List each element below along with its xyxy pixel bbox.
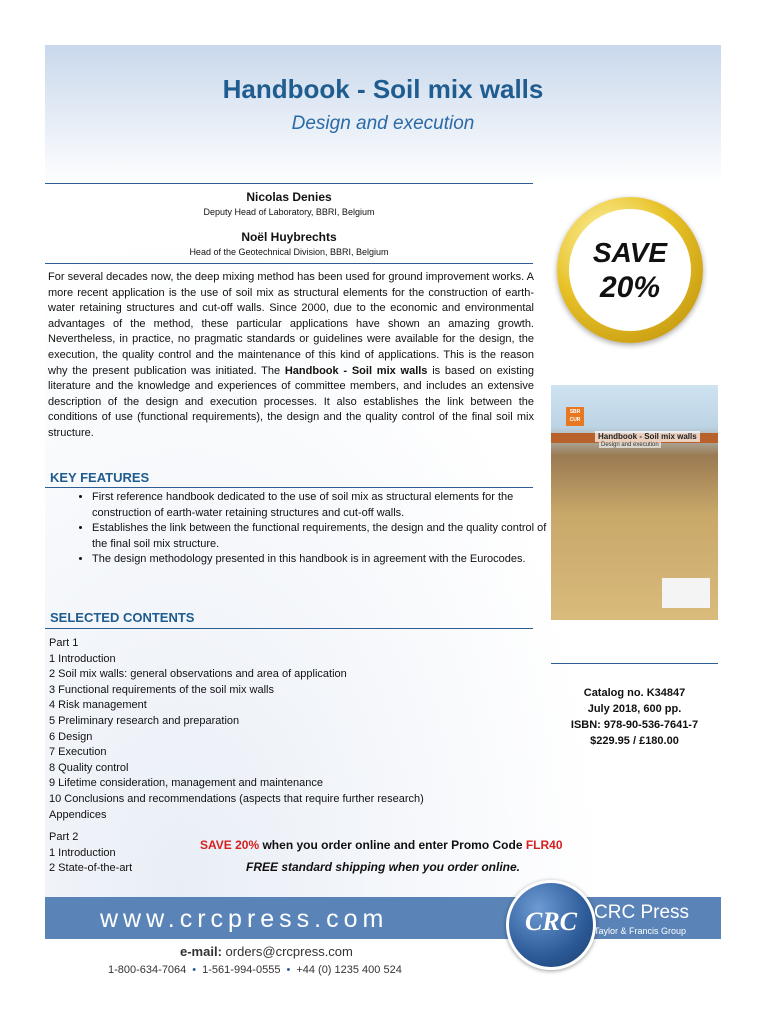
crc-logo-text: CRC [524, 907, 578, 936]
list-item: • First reference handbook dedicated to the use of soil mix as structural elements for the construction of earth-water retaining structures and cut-off walls. [92, 490, 562, 521]
cover-publisher-logos [662, 578, 710, 608]
list-item: • Establishes the link between the functional requirements, the design and the quality control of the final soil mix structure. [92, 521, 562, 552]
bullet-separator: • [192, 964, 197, 976]
author-name: Nicolas Denies [246, 190, 332, 204]
email-line [180, 944, 353, 959]
email-label: e-mail: [180, 944, 222, 959]
part-label: Part 1 [49, 637, 79, 649]
author-role: Head of the Geotechnical Division, BBRI, Belgium [189, 247, 389, 257]
intro-paragraph [48, 270, 534, 442]
list-item: 2 State-of-the-art [49, 862, 133, 875]
publisher-group: Taylor & Francis Group [594, 926, 687, 936]
website-link[interactable]: www.crcpress.com [100, 905, 389, 933]
key-features-heading: KEY FEATURES [50, 470, 150, 485]
divider [551, 663, 718, 664]
author-role: Deputy Head of Laboratory, BBRI, Belgium [203, 207, 375, 217]
page-title: Handbook - Soil mix walls [222, 74, 544, 104]
page-subtitle: Design and execution [291, 113, 475, 134]
book-cover-image [551, 385, 718, 620]
phone-number: 1-561-994-0555 [202, 964, 281, 976]
intro-text: For several decades now, the deep mixing method has been used for ground improvement works. A more recent application is the use of soil mix as structural elements for the construction of earth-water retaining structures and cut-off walls. Since 2000, due to the economic and environmental advantages of the method, these particular applications have shown an amazing growth. Nevertheless, in practice, no pragmatic standards or guidelines were available for the design, the execution, the quality control and the maintenance of this kind of applications. This is the reason why the present publication was initiated. The [48, 271, 534, 377]
author-name: Noël Huybrechts [241, 230, 337, 244]
author-block [45, 230, 533, 257]
save-badge [557, 197, 703, 343]
spacer [49, 823, 424, 830]
phone-number: +44 (0) 1235 400 524 [296, 964, 402, 976]
list-item: 5 Preliminary research and preparation [49, 714, 240, 727]
promo-save: SAVE 20% [200, 838, 260, 852]
cover-logo: SBR CUR [566, 407, 584, 426]
list-item: 1 Introduction [49, 846, 116, 859]
list-item: 1 Introduction [49, 652, 116, 665]
crc-logo [506, 880, 596, 970]
list-item: 6 Design [49, 730, 93, 743]
list-item: Appendices [49, 808, 107, 821]
email-link[interactable]: orders@crcpress.com [225, 944, 353, 959]
shipping-line: FREE standard shipping when you order online. [245, 860, 521, 874]
list-item: 8 Quality control [49, 761, 129, 774]
selected-contents-heading: SELECTED CONTENTS [50, 610, 195, 625]
list-item: 4 Risk management [49, 699, 147, 712]
list-item: 7 Execution [49, 746, 107, 759]
cover-title: Handbook - Soil mix walls [595, 431, 700, 442]
badge-percent: 20% [599, 271, 661, 304]
list-item: 9 Lifetime consideration, management and maintenance [49, 777, 323, 790]
catalog-info [551, 685, 718, 749]
phone-line [108, 964, 402, 976]
author-block [45, 190, 533, 217]
list-item: 3 Functional requirements of the soil mix walls [49, 683, 274, 696]
key-features-list [48, 490, 562, 568]
promo-code: FLR40 [525, 838, 563, 852]
divider [45, 628, 533, 629]
catalog-price: $229.95 / £180.00 [590, 735, 679, 747]
list-item: 10 Conclusions and recommendations (aspects that require further research) [49, 792, 424, 805]
cover-subtitle: Design and execution [601, 442, 659, 448]
divider [45, 183, 533, 184]
part-label: Part 2 [49, 831, 79, 844]
list-item: • The design methodology presented in this handbook is in agreement with the Eurocodes. [92, 552, 562, 568]
promo-text: when you order online and enter Promo Code [259, 838, 526, 852]
promo-line [200, 838, 563, 852]
badge-line: SAVE [592, 237, 668, 268]
list-item: 2 Soil mix walls: general observations and area of application [49, 668, 347, 681]
divider [45, 263, 533, 264]
divider [45, 487, 533, 488]
intro-text: is based on existing literature and the knowledge and experiences of committee members, and includes an extensive description of the design and execution processes. It also establishes the link between the conditions of use (functional requirements), the design and the quality control of the final soil mix structure. [48, 364, 534, 439]
bullet-separator: • [286, 964, 291, 976]
intro-bold-title: Handbook - Soil mix walls [284, 364, 428, 377]
save-badge-face [569, 209, 691, 331]
catalog-isbn: ISBN: 978-90-536-7641-7 [570, 719, 699, 731]
catalog-date: July 2018, 600 pp. [587, 703, 682, 715]
catalog-number: Catalog no. K34847 [583, 687, 686, 699]
publisher-name: CRC Press [594, 902, 690, 923]
phone-number: 1-800-634-7064 [108, 964, 187, 976]
